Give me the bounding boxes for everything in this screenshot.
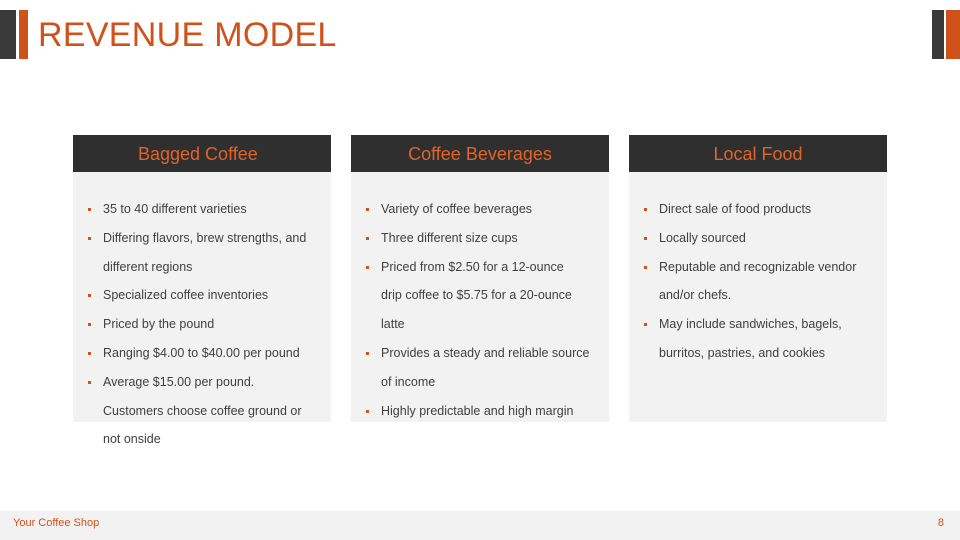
- bullet-item-continuation: different regions: [103, 259, 193, 274]
- slide-title: REVENUE MODEL: [38, 16, 337, 54]
- bullet-item-continuation: latte: [381, 317, 405, 332]
- title-bar-right-dark: [932, 10, 944, 59]
- title-bar-left-accent: [19, 10, 28, 59]
- bullet-item-continuation: burritos, pastries, and cookies: [659, 345, 826, 360]
- title-bar-right-accent: [946, 10, 960, 59]
- bullet-item-continuation: and/or chefs.: [659, 288, 732, 303]
- bullet-item: Direct sale of food products: [629, 195, 887, 224]
- bullet-item-continuation: not onside: [103, 432, 161, 447]
- column-bagged-coffee: [73, 135, 331, 447]
- bullet-item: Priced by the pound: [73, 310, 331, 339]
- bullet-list: [629, 195, 887, 368]
- slide-number: 8: [937, 517, 944, 529]
- bullet-item: Average $15.00 per pound.: [73, 368, 331, 397]
- bullet-item: Three different size cups: [351, 224, 609, 253]
- bullet-item: Provides a steady and reliable source: [351, 339, 609, 368]
- bullet-item: Reputable and recognizable vendor: [629, 253, 887, 282]
- slide-footer: [0, 511, 960, 540]
- column-heading: Local Food: [629, 135, 887, 172]
- bullet-list: [73, 195, 331, 454]
- bullet-item-continuation: drip coffee to $5.75 for a 20-ounce: [381, 288, 572, 303]
- column-coffee-beverages: [351, 135, 609, 422]
- bullet-item-continuation: of income: [381, 374, 436, 389]
- title-bar-left-dark: [0, 10, 16, 59]
- bullet-item: Variety of coffee beverages: [351, 195, 609, 224]
- bullet-item: Highly predictable and high margin: [351, 397, 609, 426]
- bullet-item: May include sandwiches, bagels,: [629, 310, 887, 339]
- bullet-item: Specialized coffee inventories: [73, 281, 331, 310]
- bullet-item: 35 to 40 different varieties: [73, 195, 331, 224]
- bullet-item: Differing flavors, brew strengths, and: [73, 224, 331, 253]
- footer-company-name: Your Coffee Shop: [13, 517, 100, 529]
- column-local-food: [629, 135, 887, 422]
- bullet-list: [351, 195, 609, 425]
- bullet-item: Locally sourced: [629, 224, 887, 253]
- bullet-item-continuation: Customers choose coffee ground or: [103, 403, 302, 418]
- column-heading: Bagged Coffee: [73, 135, 331, 172]
- bullet-item: Ranging $4.00 to $40.00 per pound: [73, 339, 331, 368]
- bullet-item: Priced from $2.50 for a 12-ounce: [351, 253, 609, 282]
- column-heading: Coffee Beverages: [351, 135, 609, 172]
